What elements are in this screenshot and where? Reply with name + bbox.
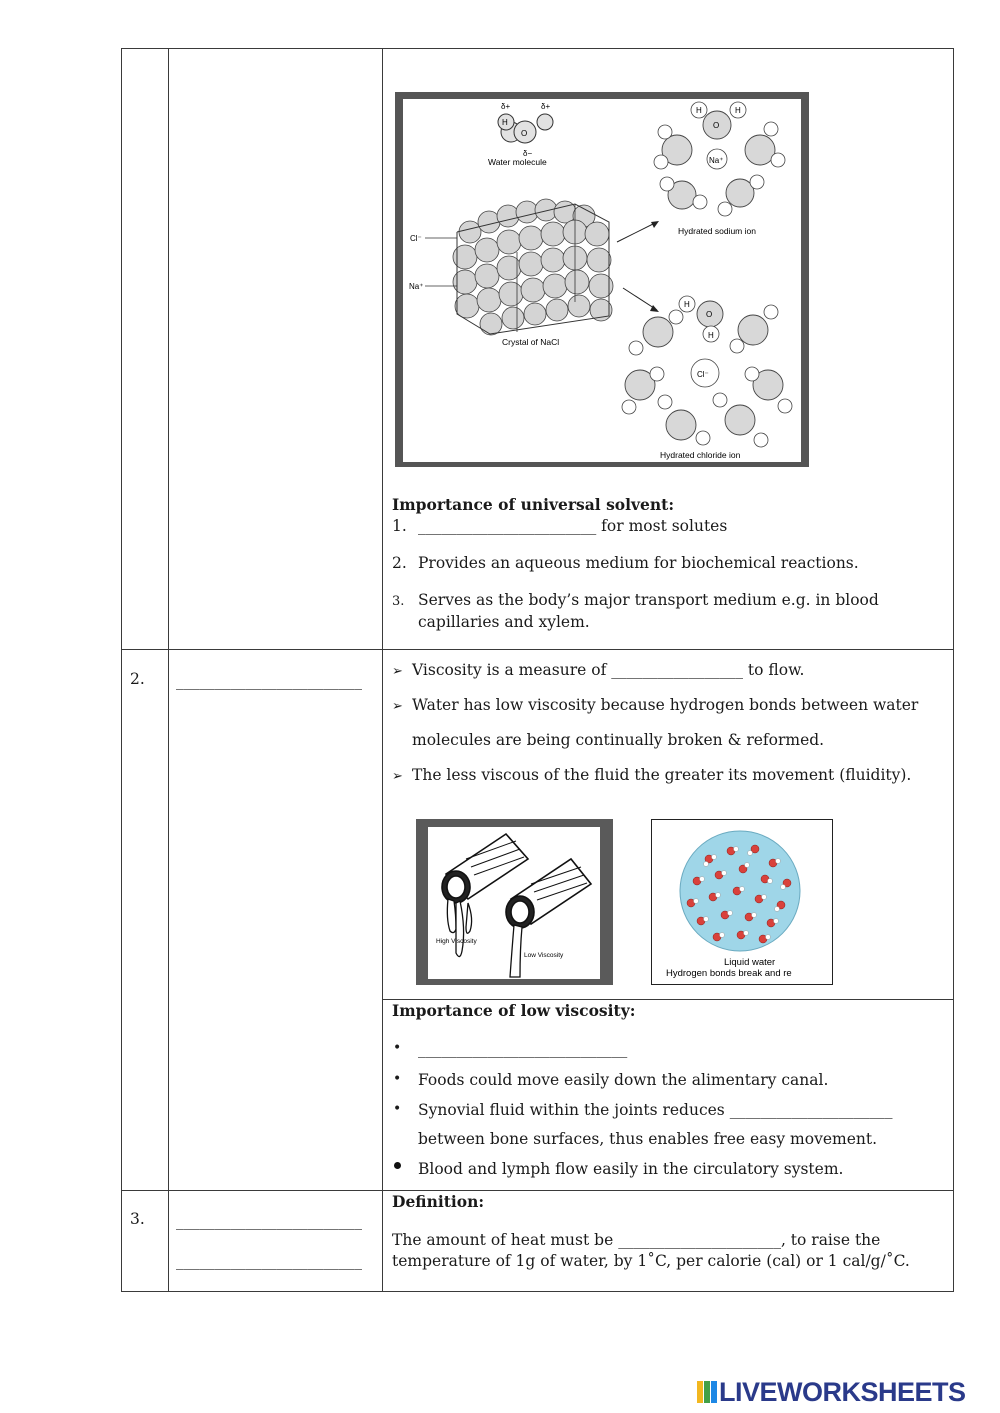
label-crystal: Crystal of NaCl bbox=[502, 337, 560, 347]
definition-heading: Definition: bbox=[392, 1192, 485, 1211]
svg-text:H: H bbox=[684, 300, 690, 309]
label-h: H bbox=[502, 118, 508, 127]
liquid-water-figure bbox=[651, 819, 833, 985]
dot-bullet-icon: • bbox=[393, 1040, 402, 1056]
label-water-molecule: Water molecule bbox=[488, 157, 547, 167]
answer-blank-viscosity[interactable]: _________________ bbox=[611, 661, 743, 679]
label-o: O bbox=[521, 129, 528, 138]
label-hydrated-sodium: Hydrated sodium ion bbox=[678, 226, 756, 236]
label-liquid-water: Liquid water bbox=[724, 957, 776, 968]
bullet-low-viscosity: Water has low viscosity because hydrogen bonds between water bbox=[412, 696, 919, 714]
svg-text:H: H bbox=[735, 106, 741, 115]
liveworksheets-logo bbox=[697, 1376, 966, 1408]
svg-text:δ+: δ+ bbox=[541, 102, 551, 111]
label-hydrated-chloride: Hydrated chloride ion bbox=[660, 450, 741, 460]
list-item: 2. Provides an aqueous medium for biochemical reactions. bbox=[392, 554, 859, 572]
bullet-viscosity: Viscosity is a measure of _________________ to flow. bbox=[412, 661, 805, 679]
list-item: 3. Serves as the body’s major transport medium e.g. in blood bbox=[392, 591, 879, 609]
definition-line-2: temperature of 1g of water, by 1˚C, per calorie (cal) or 1 cal/g/˚C. bbox=[392, 1252, 910, 1270]
answer-blank-property-1[interactable]: ________________________ bbox=[176, 1212, 362, 1230]
list-item-continuation: capillaries and xylem. bbox=[418, 613, 590, 631]
label-na-ion: Na⁺ bbox=[709, 156, 724, 165]
importance-universal-solvent-heading: Importance of universal solvent: bbox=[392, 495, 675, 514]
viscosity-pipes-figure bbox=[416, 819, 613, 985]
answer-blank-synovial[interactable]: _____________________ bbox=[729, 1101, 893, 1119]
list-item: Foods could move easily down the alimentary canal. bbox=[418, 1071, 829, 1089]
svg-text:δ−: δ− bbox=[523, 149, 533, 158]
label-na: Na⁺ bbox=[409, 282, 424, 291]
svg-text:O: O bbox=[706, 310, 713, 319]
svg-text:H: H bbox=[708, 331, 714, 340]
list-item-continuation: between bone surfaces, thus enables free easy movement. bbox=[418, 1130, 878, 1148]
label-low-viscosity: Low Viscosity bbox=[524, 952, 564, 959]
arrow-bullet-icon: ➢ bbox=[392, 699, 403, 714]
bullet-fluidity: The less viscous of the fluid the greater its movement (fluidity). bbox=[412, 766, 912, 784]
dot-bullet-icon: • bbox=[393, 1101, 402, 1117]
answer-blank-definition[interactable]: _____________________ bbox=[618, 1231, 781, 1249]
row-number: 2. bbox=[130, 670, 145, 688]
logo-mark-icon bbox=[697, 1379, 719, 1405]
list-item: 1. _______________________ for most solutes bbox=[392, 517, 728, 535]
label-cl: Cl⁻ bbox=[410, 234, 422, 243]
label-cl-ion: Cl⁻ bbox=[697, 370, 709, 379]
list-item: Synovial fluid within the joints reduces _____________________ bbox=[418, 1101, 893, 1119]
bullet-low-viscosity-continuation: molecules are being continually broken & reformed. bbox=[412, 731, 825, 749]
answer-blank-importance[interactable]: ___________________________ bbox=[418, 1040, 628, 1058]
logo-text: LIVEWORKSHEETS bbox=[719, 1376, 966, 1407]
label-high-viscosity: High Viscosity bbox=[436, 938, 477, 945]
dot-bullet-icon: • bbox=[393, 1071, 402, 1087]
answer-blank-property-2[interactable]: ________________________ bbox=[176, 1252, 362, 1270]
row-number: 3. bbox=[130, 1210, 145, 1228]
dot-bullet-icon bbox=[394, 1162, 401, 1169]
arrow-bullet-icon: ➢ bbox=[392, 769, 403, 784]
arrow-bullet-icon: ➢ bbox=[392, 664, 403, 679]
svg-text:δ+: δ+ bbox=[501, 102, 511, 111]
list-item: Blood and lymph flow easily in the circulatory system. bbox=[418, 1160, 844, 1178]
answer-blank-property[interactable]: ________________________ bbox=[176, 672, 362, 690]
svg-text:O: O bbox=[713, 121, 720, 130]
label-hydrogen-bonds: Hydrogen bonds break and re bbox=[666, 968, 792, 979]
definition-line-1: The amount of heat must be _____________________, to raise the bbox=[392, 1231, 881, 1249]
importance-low-viscosity-heading: Importance of low viscosity: bbox=[392, 1001, 636, 1020]
svg-text:H: H bbox=[696, 106, 702, 115]
answer-blank-1[interactable]: _______________________ bbox=[418, 517, 597, 535]
nacl-dissolution-figure bbox=[395, 92, 809, 467]
